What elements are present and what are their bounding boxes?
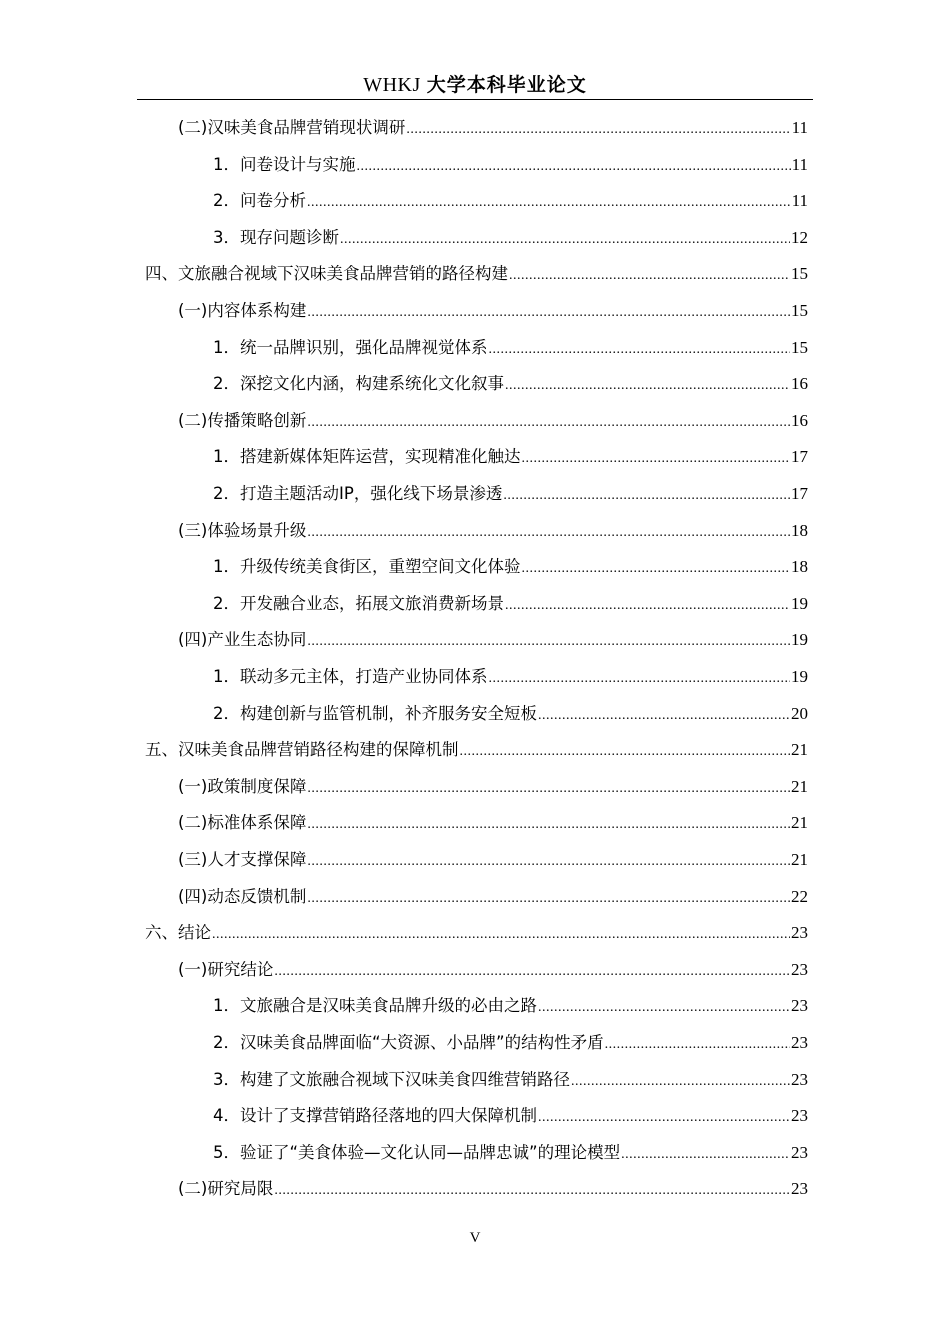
toc-dot-leader bbox=[307, 624, 790, 660]
toc-dot-leader bbox=[274, 954, 790, 990]
toc-dot-leader bbox=[538, 698, 790, 734]
toc-entry-title: 1．文旅融合是汉味美食品牌升级的必由之路 bbox=[213, 996, 537, 1016]
toc-dot-leader bbox=[357, 149, 791, 185]
toc-entry[interactable] bbox=[213, 1135, 808, 1171]
toc-dot-leader bbox=[503, 478, 790, 514]
toc-entry-title: 2．深挖文化内涵，构建系统化文化叙事 bbox=[213, 374, 504, 394]
toc-page-number: 19 bbox=[791, 630, 808, 650]
toc-entry-title: (一)内容体系构建 bbox=[178, 301, 307, 320]
toc-page-number: 16 bbox=[791, 374, 808, 394]
toc-dot-leader bbox=[489, 661, 791, 697]
toc-dot-leader bbox=[571, 1064, 790, 1100]
toc-page-number: 21 bbox=[791, 813, 808, 833]
toc-dot-leader bbox=[505, 588, 790, 624]
toc-page-number: 23 bbox=[791, 923, 808, 943]
running-header bbox=[137, 70, 813, 100]
toc-entry[interactable] bbox=[213, 549, 808, 585]
toc-entry-title: (四)产业生态协同 bbox=[178, 630, 307, 650]
toc-dot-leader bbox=[307, 807, 790, 843]
toc-dot-leader bbox=[307, 771, 790, 807]
header-rule bbox=[137, 99, 813, 100]
toc-entry-title: (二)标准体系保障 bbox=[178, 813, 307, 833]
toc-dot-leader bbox=[274, 1173, 790, 1209]
toc-entry-title: 五、汉味美食品牌营销路径构建的保障机制 bbox=[145, 740, 459, 760]
toc-entry-title: 4．设计了支撑营销路径落地的四大保障机制 bbox=[213, 1106, 537, 1126]
toc-entry-title: (二)传播策略创新 bbox=[178, 410, 307, 430]
toc-entry[interactable] bbox=[145, 256, 808, 292]
header-title: 大学本科毕业论文 bbox=[426, 74, 587, 96]
toc-entry[interactable] bbox=[178, 622, 808, 658]
toc-page-number: 17 bbox=[791, 484, 808, 503]
toc-entry[interactable] bbox=[213, 696, 808, 732]
toc-entry-title: 2．打造主题活动IP，强化线下场景渗透 bbox=[213, 484, 503, 503]
toc-entry[interactable] bbox=[213, 147, 808, 183]
toc-page-number: 23 bbox=[791, 959, 808, 979]
toc-entry[interactable] bbox=[213, 220, 808, 256]
toc-entry-title: 1．升级传统美食街区，重塑空间文化体验 bbox=[213, 557, 521, 577]
toc-entry[interactable] bbox=[213, 476, 808, 512]
toc-page-number: 23 bbox=[791, 1033, 808, 1052]
toc-dot-leader bbox=[307, 844, 790, 880]
toc-dot-leader bbox=[489, 332, 791, 368]
toc-entry-title: 六、结论 bbox=[145, 923, 211, 943]
toc-entry[interactable] bbox=[178, 1171, 808, 1207]
toc-dot-leader bbox=[460, 734, 791, 770]
toc-dot-leader bbox=[307, 405, 790, 441]
toc-page-number: 15 bbox=[791, 337, 808, 357]
toc-entry[interactable] bbox=[213, 330, 808, 366]
toc-page-number: 21 bbox=[791, 776, 808, 796]
toc-dot-leader bbox=[522, 441, 791, 477]
toc-page-number: 15 bbox=[791, 264, 808, 284]
page-number: V bbox=[469, 1230, 481, 1246]
toc-entry[interactable] bbox=[213, 366, 808, 402]
toc-entry-title: 1．搭建新媒体矩阵运营，实现精准化触达 bbox=[213, 447, 521, 467]
toc-entry-title: 2．汉味美食品牌面临“大资源、小品牌”的结构性矛盾 bbox=[213, 1033, 604, 1052]
toc-entry[interactable] bbox=[178, 513, 808, 549]
toc-entry[interactable] bbox=[213, 1098, 808, 1134]
toc-entry-title: 四、文旅融合视域下汉味美食品牌营销的路径构建 bbox=[145, 264, 508, 284]
toc-entry[interactable] bbox=[213, 1025, 808, 1061]
toc-entry[interactable] bbox=[178, 110, 808, 146]
toc-entry-title: (二)研究局限 bbox=[178, 1179, 274, 1199]
toc-entry[interactable] bbox=[213, 586, 808, 622]
toc-dot-leader bbox=[538, 1100, 790, 1136]
toc-entry-title: (四)动态反馈机制 bbox=[178, 886, 307, 906]
toc-entry[interactable] bbox=[145, 732, 808, 768]
toc-entry-title: (一)政策制度保障 bbox=[178, 776, 307, 796]
toc-page-number: 18 bbox=[791, 520, 808, 540]
toc-entry-title: 1．问卷设计与实施 bbox=[213, 154, 356, 174]
toc-entry[interactable] bbox=[178, 805, 808, 841]
toc-entry[interactable] bbox=[213, 659, 808, 695]
toc-page-number: 23 bbox=[791, 1179, 808, 1199]
toc-page-number: 22 bbox=[791, 886, 808, 906]
toc-page-number: 16 bbox=[791, 410, 808, 430]
toc-dot-leader bbox=[522, 551, 791, 587]
toc-page-number: 12 bbox=[791, 227, 808, 247]
toc-dot-leader bbox=[307, 515, 790, 551]
toc-dot-leader bbox=[605, 1027, 790, 1063]
toc-dot-leader bbox=[340, 222, 790, 258]
toc-page-number: 21 bbox=[791, 850, 808, 869]
toc-page-number: 17 bbox=[791, 447, 808, 467]
toc-entry-title: 2．问卷分析 bbox=[213, 191, 306, 211]
toc-entry[interactable] bbox=[178, 952, 808, 988]
toc-page-number: 18 bbox=[791, 557, 808, 577]
toc-dot-leader bbox=[307, 185, 791, 221]
toc-entry-title: (三)人才支撑保障 bbox=[178, 850, 307, 869]
toc-dot-leader bbox=[621, 1137, 790, 1173]
toc-dot-leader bbox=[307, 295, 790, 331]
toc-entry-title: 3．构建了文旅融合视域下汉味美食四维营销路径 bbox=[213, 1069, 570, 1089]
toc-page-number: 23 bbox=[791, 1142, 808, 1162]
toc-entry[interactable] bbox=[178, 293, 808, 329]
toc-page-number: 21 bbox=[791, 740, 808, 760]
toc-entry[interactable] bbox=[213, 183, 808, 219]
toc-page-number: 11 bbox=[791, 118, 808, 137]
toc-page-number: 20 bbox=[791, 703, 808, 723]
toc-entry-title: 1．联动多元主体，打造产业协同体系 bbox=[213, 667, 488, 686]
toc-dot-leader bbox=[505, 368, 790, 404]
toc-page-number: 15 bbox=[791, 301, 808, 320]
toc-entry[interactable] bbox=[213, 988, 808, 1024]
toc-entry-title: (二)汉味美食品牌营销现状调研 bbox=[178, 118, 406, 137]
toc-entry[interactable] bbox=[178, 879, 808, 915]
toc-entry-title: 2．构建创新与监管机制，补齐服务安全短板 bbox=[213, 703, 537, 723]
toc-entry[interactable] bbox=[178, 842, 808, 878]
header-school-code: WHKJ bbox=[363, 74, 421, 96]
toc-dot-leader bbox=[538, 990, 790, 1026]
toc-entry[interactable] bbox=[145, 915, 808, 951]
toc-page-number: 23 bbox=[791, 1106, 808, 1126]
toc-page-number: 23 bbox=[791, 1069, 808, 1089]
toc-page-number: 23 bbox=[791, 996, 808, 1016]
toc-entry[interactable] bbox=[178, 769, 808, 805]
toc-page-number: 19 bbox=[791, 593, 808, 613]
toc-entry-title: 1．统一品牌识别，强化品牌视觉体系 bbox=[213, 337, 488, 357]
toc-entry[interactable] bbox=[178, 403, 808, 439]
toc-dot-leader bbox=[307, 881, 790, 917]
toc-entry-title: 3．现存问题诊断 bbox=[213, 227, 339, 247]
toc-entry-title: (一)研究结论 bbox=[178, 959, 274, 979]
toc-page-number: 11 bbox=[791, 154, 808, 174]
toc-dot-leader bbox=[509, 258, 790, 294]
toc-entry-title: 2．开发融合业态，拓展文旅消费新场景 bbox=[213, 593, 504, 613]
toc-page-number: 11 bbox=[791, 191, 808, 211]
toc-page-number: 19 bbox=[791, 667, 808, 686]
toc-entry-title: (三)体验场景升级 bbox=[178, 520, 307, 540]
toc-dot-leader bbox=[406, 112, 790, 148]
toc-entry[interactable] bbox=[213, 439, 808, 475]
toc-dot-leader bbox=[212, 917, 790, 953]
toc-entry-title: 5．验证了“美食体验—文化认同—品牌忠诚”的理论模型 bbox=[213, 1142, 621, 1162]
toc-entry[interactable] bbox=[213, 1062, 808, 1098]
